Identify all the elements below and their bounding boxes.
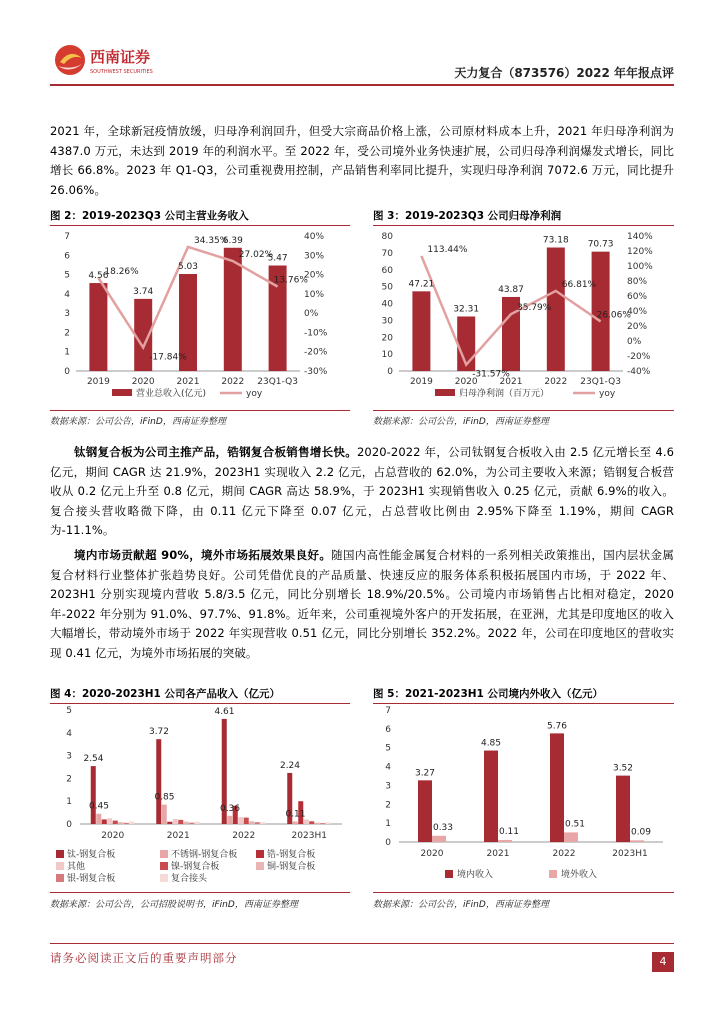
bar: [564, 832, 578, 842]
y-tick-label: 7: [385, 706, 391, 716]
y-tick-label: 5: [64, 270, 70, 281]
yoy-data-label: 18.26%: [104, 266, 139, 277]
y-tick-label: 70: [381, 248, 393, 259]
bar: [244, 818, 249, 824]
y-tick-label: 7: [64, 232, 70, 242]
bar: [484, 751, 498, 842]
intro-paragraph: 2021 年，全球新冠疫情放缓，归母净利润回升，但受大宗商品价格上涨，公司原材料成本上升，2021 年归母净利润为 4387.0 万元，未达到 2019 年的利润水平。至 2022 年，受公司境外业务快速扩展，公司归母净利润爆发式增长，同比增长 66.8%。2023 年 Q1-Q3，公司重视费用控制，产品销售利率同比提升，实现归母净利润 7072.6 万元，同比提升 26.06%。: [50, 124, 674, 197]
x-tick-label: 2019: [86, 377, 110, 387]
y-tick-label: 80: [381, 232, 393, 242]
section2-paragraph: [50, 546, 674, 663]
y-tick-label: 2: [64, 328, 70, 339]
fig2-source: 数据来源：公司公告，iFinD，西南证券整理: [50, 417, 226, 427]
section2-body: 随国内高性能金属复合材料的一系列相关政策推出，国内层状金属复合材料行业整体扩张趋势良好。公司凭借优良的产品质量、快速反应的服务体系积极拓展国内市场，于 2022 年、2023H1 分别实现境内营收 5.8/3.5 亿元，同比分别增长 18.9%/20.5%。公司境内市场销售占比相对稳定，2020 年-2022 年分别为 91.0%、97.7%、91.8%。近年来，公司重视境外客户的开发拓展，在亚洲，尤其是印度地区的收入大幅增长，带动境外市场于 2022 年实现营收 0.51 亿元，同比分别增长 352.2%。2022 年，公司在印度地区的营收实现 0.41 亿元，为境外市场拓展的突破。: [50, 548, 674, 660]
y-tick-label: 4: [385, 762, 391, 773]
x-tick-label: 2022: [544, 377, 568, 387]
y-tick-label: 3: [385, 781, 391, 792]
legend-swatch: [160, 874, 168, 882]
y2-tick-label: 0%: [304, 309, 319, 320]
bar: [418, 780, 432, 842]
y2-tick-label: 120%: [627, 247, 653, 257]
y2-tick-label: 40%: [304, 232, 325, 242]
yoy-data-label: 13.76%: [273, 275, 308, 286]
fig2-title: 图 2：2019-2023Q3 公司主营业务收入: [50, 210, 249, 222]
y-tick-label: 5: [385, 743, 391, 754]
section1-body: 2020-2022 年，公司钛钢复合板收入由 2.5 亿元增长至 4.6 亿元，期间 CAGR 达 21.9%，2023H1 实现收入 2.2 亿元，占总营收的 62.0%，为公司主要收入来源；锆钢复合板营收从 0.2 亿元上升至 0.8 亿元，期间 CAGR 高达 58.9%，于 2023H1 实现销售收入 0.25 亿元，贡献 6.9%的收入。复合接头营收略微下降，由 0.11 亿元下降至 0.07 亿元，占总营收比例由 2.95%下降至 1.19%，期间 CAGR 为-11.1%。: [50, 445, 674, 537]
legend-label-line: yoy: [246, 389, 263, 399]
y-tick-label: 20: [381, 333, 393, 344]
y2-tick-label: 100%: [627, 262, 653, 272]
legend-label: 钛-钢复合板: [67, 850, 116, 860]
x-tick-label: 2021: [486, 849, 510, 859]
bar-data-label: 0.11: [285, 809, 306, 820]
y-tick-label: 10: [381, 350, 393, 361]
x-tick-label: 2020: [101, 831, 125, 841]
bar: [260, 822, 265, 824]
bar-data-label: 5.47: [267, 253, 288, 264]
bar: [238, 817, 243, 824]
fig3-bottom-rule: [373, 410, 674, 411]
bar-data-label: 3.27: [414, 768, 436, 779]
legend-label-bar: 归母净利润（百万元）: [459, 389, 550, 399]
bar: [249, 821, 254, 824]
bar: [124, 823, 129, 824]
yoy-data-label: 26.06%: [596, 310, 631, 321]
yoy-data-label: 66.81%: [561, 279, 597, 290]
bar: [184, 822, 189, 824]
x-tick-label: 2022: [221, 377, 245, 387]
bar-data-label: 4.85: [480, 738, 502, 749]
x-tick-label: 2020: [131, 377, 155, 387]
bar-data-label: 32.31: [453, 304, 480, 315]
legend-swatch-bar: [435, 389, 455, 396]
bar-data-label: 5.03: [177, 261, 199, 272]
bar-data-label: 2.24: [279, 760, 301, 771]
bar: [129, 821, 134, 824]
y2-tick-label: 40%: [627, 307, 648, 317]
y-tick-label: 2: [385, 800, 391, 811]
bar: [118, 822, 123, 824]
y-tick-label: 1: [66, 797, 72, 808]
bar: [412, 291, 430, 371]
fig4-title: 图 4：2020-2023H1 公司各产品收入（亿元）: [50, 688, 281, 700]
legend-label-bar: 营业总收入(亿元): [136, 389, 207, 399]
yoy-data-label: 27.02%: [238, 250, 274, 261]
bar-data-label: 0.09: [630, 827, 652, 838]
yoy-data-label: 35.79%: [517, 303, 552, 314]
fig4-chart: [50, 704, 350, 890]
y2-tick-label: 20%: [627, 322, 648, 332]
legend-swatch-bar: [112, 389, 132, 396]
yoy-data-label: 34.35%: [194, 235, 229, 246]
section1-heading: 钛钢复合板为公司主推产品，锆钢复合板销售增长快。: [74, 445, 357, 459]
footer-divider: [50, 943, 674, 944]
y-tick-label: 50: [381, 282, 393, 293]
legend-label: 铜-钢复合板: [267, 862, 316, 872]
fig5-chart: [373, 704, 674, 890]
y-tick-label: 30: [381, 316, 393, 327]
y2-tick-label: 30%: [304, 251, 325, 262]
section1-paragraph: [50, 443, 674, 541]
bar-data-label: 73.18: [542, 235, 569, 246]
brand-name-cn: 西南证券: [90, 48, 151, 66]
bar-data-label: 47.21: [408, 279, 435, 290]
legend-swatch: [256, 850, 264, 858]
header-divider: [50, 84, 674, 86]
y-tick-label: 3: [64, 309, 70, 320]
legend-label: 境外收入: [561, 870, 598, 880]
yoy-data-label: -31.57%: [472, 369, 510, 380]
legend-swatch: [56, 862, 64, 870]
bar: [107, 818, 112, 824]
bar: [315, 823, 320, 824]
bar: [630, 840, 644, 842]
bar: [255, 822, 260, 824]
bar-data-label: 0.36: [219, 803, 241, 814]
bar-data-label: 0.45: [88, 801, 110, 812]
y2-tick-label: 60%: [627, 292, 648, 302]
bar: [113, 821, 118, 824]
y-tick-label: 2: [66, 774, 72, 785]
bar: [326, 822, 331, 824]
y-tick-label: 1: [64, 347, 70, 358]
legend-swatch: [160, 862, 168, 870]
x-tick-label: 2019: [409, 377, 433, 387]
x-tick-label: 2022: [552, 849, 576, 859]
x-tick-label: 2021: [166, 831, 190, 841]
y2-tick-label: -20%: [304, 347, 328, 358]
bar: [498, 840, 512, 842]
y2-tick-label: 10%: [304, 289, 325, 300]
y2-tick-label: 80%: [627, 277, 648, 287]
y2-tick-label: 20%: [304, 270, 325, 281]
legend-label: 不锈钢-钢复合板: [171, 850, 238, 860]
section2-heading: 境内市场贡献超 90%，境外市场拓展效果良好。: [74, 548, 332, 562]
x-tick-label: 2023H1: [612, 849, 648, 859]
bar: [96, 814, 101, 824]
bar-data-label: 43.87: [498, 284, 524, 295]
x-tick-label: 2022: [232, 831, 256, 841]
brand-logo: [50, 40, 200, 82]
y-tick-label: 0: [64, 367, 70, 377]
x-tick-label: 23Q1-Q3: [257, 377, 298, 387]
fig2-bottom-rule: [50, 410, 350, 411]
y-tick-label: 0: [66, 820, 72, 830]
bar: [616, 776, 630, 842]
bar: [173, 819, 178, 824]
legend-label: 境内收入: [457, 870, 494, 880]
y-tick-label: 0: [387, 367, 393, 377]
bar-data-label: 3.72: [148, 727, 170, 738]
bar-data-label: 0.51: [564, 819, 586, 830]
report-title: 天力复合（873576）2022 年年报点评: [454, 66, 674, 80]
bar: [189, 823, 194, 824]
bar: [91, 766, 96, 824]
bar-data-label: 2.54: [83, 754, 104, 765]
legend-swatch: [549, 870, 557, 878]
brand-name-en: SOUTHWEST SECURITIES: [90, 69, 153, 75]
bar-data-label: 3.52: [612, 763, 634, 774]
fig3-source: 数据来源：公司公告，iFinD，西南证券整理: [373, 417, 549, 427]
bar: [162, 805, 167, 824]
fig5-title: 图 5：2021-2023H1 公司境内外收入（亿元）: [373, 688, 604, 700]
fig2-title-rule: [50, 225, 350, 226]
bar: [102, 819, 107, 824]
legend-label: 其他: [67, 862, 86, 872]
y-tick-label: 6: [385, 724, 391, 735]
bar: [156, 739, 161, 824]
y-tick-label: 6: [64, 251, 70, 262]
y2-tick-label: 0%: [627, 337, 642, 347]
bar-data-label: 4.56: [88, 271, 109, 282]
bar: [178, 820, 183, 824]
y-tick-label: 40: [381, 299, 393, 310]
y-tick-label: 3: [66, 751, 72, 762]
fig4-source: 数据来源：公司公告，公司招股说明书，iFinD，西南证券整理: [50, 900, 298, 910]
bar-data-label: 5.76: [546, 721, 568, 732]
page-number: 4: [652, 952, 674, 972]
bar-data-label: 0.11: [498, 826, 520, 837]
bar: [195, 822, 200, 824]
legend-swatch: [56, 850, 64, 858]
fig3-chart: [373, 228, 674, 406]
fig5-bottom-rule: [373, 892, 674, 893]
bar-data-label: 0.85: [154, 792, 175, 803]
bar: [167, 822, 172, 824]
bar: [293, 821, 298, 824]
bar: [309, 821, 314, 824]
x-tick-label: 2023H1: [291, 831, 327, 841]
y-tick-label: 5: [66, 706, 72, 716]
bar: [227, 816, 232, 824]
footer-disclaimer: 请务必阅读正文后的重要声明部分: [50, 951, 238, 965]
legend-label-line: yoy: [599, 389, 616, 399]
legend-label: 镍-钢复合板: [171, 862, 220, 872]
bar: [550, 733, 564, 842]
yoy-data-label: -17.84%: [149, 352, 187, 363]
x-tick-label: 2021: [499, 377, 523, 387]
fig2-chart: [50, 228, 350, 406]
legend-swatch: [160, 850, 168, 858]
y2-tick-label: -20%: [627, 352, 651, 362]
bar-data-label: 70.73: [587, 239, 614, 250]
bar: [224, 248, 242, 371]
bar: [320, 823, 325, 824]
x-tick-label: 23Q1-Q3: [580, 377, 621, 387]
bar: [432, 836, 446, 842]
legend-swatch: [256, 862, 264, 870]
y-tick-label: 0: [385, 838, 391, 848]
y-tick-label: 60: [381, 265, 393, 276]
bar-data-label: 3.74: [133, 286, 154, 297]
fig5-source: 数据来源：公司公告，iFinD，西南证券整理: [373, 900, 549, 910]
legend-swatch: [445, 870, 453, 878]
bar-data-label: 6.39: [222, 235, 243, 246]
legend-swatch: [56, 874, 64, 882]
x-tick-label: 2020: [454, 377, 478, 387]
y-tick-label: 1: [385, 819, 391, 830]
y2-tick-label: -40%: [627, 367, 651, 377]
fig4-bottom-rule: [50, 892, 350, 893]
legend-label: 锆-钢复合板: [267, 850, 316, 860]
y2-tick-label: -10%: [304, 328, 328, 339]
x-tick-label: 2021: [176, 377, 200, 387]
y2-tick-label: 140%: [627, 232, 653, 242]
bar: [304, 819, 309, 824]
y-tick-label: 4: [64, 289, 70, 300]
fig3-title: 图 3：2019-2023Q3 公司归母净利润: [373, 210, 562, 222]
legend-label: 复合接头: [171, 874, 208, 884]
bar-data-label: 0.33: [432, 822, 454, 833]
yoy-data-label: 113.44%: [427, 244, 468, 255]
bar: [89, 283, 107, 371]
fig3-title-rule: [373, 225, 674, 226]
bar-data-label: 4.61: [214, 706, 235, 717]
legend-label: 银-钢复合板: [67, 874, 116, 884]
x-tick-label: 2020: [420, 849, 444, 859]
y2-tick-label: -30%: [304, 367, 328, 377]
y-tick-label: 4: [66, 728, 72, 739]
